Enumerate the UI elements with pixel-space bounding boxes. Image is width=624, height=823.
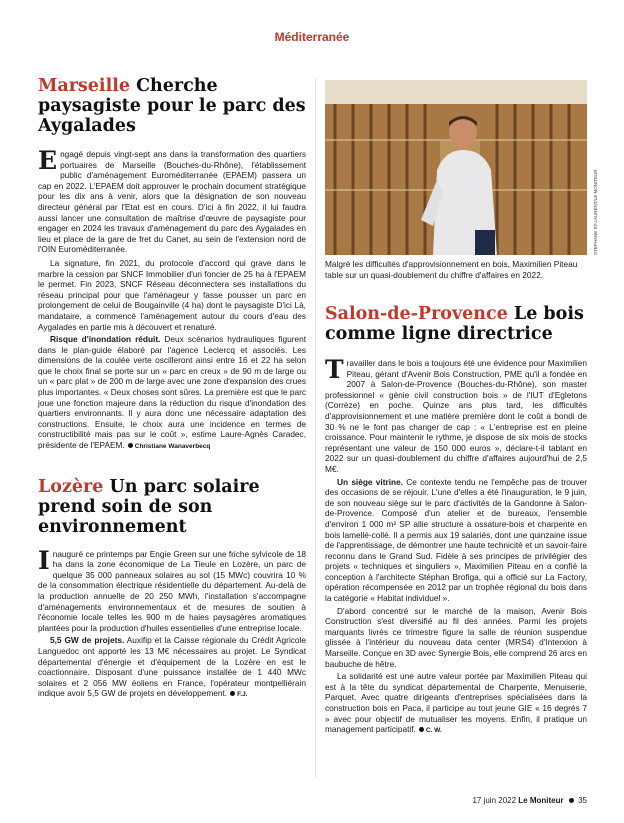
paragraph-text: Ce contexte tendu ne l'empêche pas de trouver des occasions de se réjouir. L'une d'elles a été l'inauguration, le 9 juin, de son nouveau siège sur le parc d'activités de la Gandonne à Salon-de-Provence. Composé d'un atelier et de bureaux, l'ensemble d'environ 1 000 m² SP allie structure à ossature-bois et charpente en bois lamellé-collé. Il a permis aux 19 salariés, dont une quinzaine issue de l'apprentissage, de démontrer une haute technicité et un savoir-faire reconnu dans le Grand Sud. Fidèle à ses principes de privilégier des projets « techniques et singuliers », Maximilien Piteau en a confié la conception à l'architecte Stéphan Brofiga, qui a officié sur La Factory, opération récompensée en 2012 par un trophée régional du bois dans la catégorie « Habitat individuel ». (325, 476, 588, 604)
article-paragraph (325, 477, 587, 604)
paragraph-text: ngagé depuis vingt-sept ans dans la transformation des quartiers portuaires de Marseille (Bouches-du-Rhône), l'établissement public d'aménagement Euroméditerranée (EPAEM) passera un cap en 2022. L'EPAEM doit approuver le prochain document stratégique pour les dix ans à venir, alors que la désignation de son nouveau directeur général par l'Etat est en cours. D'ici à fin 2022, il lui faudra aussi lancer une consultation de maîtrise d'œuvre de paysagiste pour engager en 2024 les travaux d'aménagement du parc des Aygalades en lieu et place de la gare de fret du Canet, au sein de l'extension nord de l'OIN Euroméditerranée. (38, 149, 306, 255)
paragraph-text: Auxifip et la Caisse régionale du Crédit Agricole Languedoc ont apporté les 13 M€ nécessaires au projet. Le Syndicat départemental d'énergie et d'équipement de la Lozère en est le coactionnaire. Disposant d'une puissance installée de 1 440 MWc solaires et 2 056 MW éoliens en France, l'opérateur montpelliérain indique avoir 5,5 GW de projets en développement. (38, 635, 307, 699)
article-paragraph (38, 635, 306, 701)
author-signature: Christiane Wanaverbecq (134, 443, 211, 451)
article-headline (38, 76, 306, 136)
article-headline (325, 304, 587, 344)
dropcap: E (38, 146, 58, 175)
article-paragraph: La signature, fin 2021, du protocole d'accord qui grave dans le marbre la cession par SNCF Immobilier d'un foncier de 25 ha à l'EPAEM le permet. Fin 2023, SNCF Réseau déconnectera ses installations du réseau principal pour que l'aménageur y fasse pousser un parc en prolongement de celui de Bougainville (4 ha) dont le paysagiste D'ici Là, mandataire, a commencé l'aménagement autour du cours d'eau des Aygalades en partie mis à découvert et renaturé. (38, 257, 306, 332)
right-column (325, 80, 587, 737)
end-mark-icon (128, 443, 133, 448)
article-salon (325, 304, 587, 737)
article-headline (38, 477, 306, 537)
article-paragraph (325, 671, 587, 737)
article-place: Salon-de-Provence (325, 304, 508, 324)
article-paragraph (38, 545, 306, 634)
photo-credit (593, 80, 601, 255)
page-number: 35 (578, 796, 587, 805)
left-column (38, 76, 306, 701)
article-paragraph (325, 355, 587, 475)
article-title: Le bois comme ligne directrice (325, 304, 584, 344)
end-mark-icon (419, 727, 424, 732)
footer-brand: Le Moniteur (518, 796, 564, 805)
photo-illustration (325, 80, 587, 255)
footer-date: 17 juin 2022 (472, 796, 517, 805)
article-lozere (38, 477, 306, 701)
article-place: Lozère (38, 476, 104, 497)
dropcap: T (325, 355, 344, 384)
article-paragraph: D'abord concentré sur le marché de la maison, Avenir Bois Construction s'est diversifié au fil des années. Parmi les projets marquants livrés ce trimestre figure la salle de réunion suspendue glissée à l'intérieur du nouveau data center (MRS4) d'Interxion à Marseille. Conçue en 3D avec Synergie Bois, elle comprend 26 arcs en baubuche de hêtre. (325, 605, 587, 669)
paragraph-text: ravailler dans le bois a toujours été une évidence pour Maximilien Piteau, gérant d'Avenir Bois Construction, PME qu'il a fondée en 2007 à Salon-de-Provence (Bouches-du-Rhône), son master professionnel « génie civil construction bois » de l'IUT d'Egletons (Corrèze) en poche. Quinze ans plus tard, les difficultés d'approvisionnement et une matière première dont le coût a bondi de 30 % ne le font pas changer de cap : « L'entreprise est en pleine croissance. Pour maintenir le rythme, je dispose de six mois de stocks représentant une valeur de 150 000 euros », déclare-t-il tablant en 2022 sur un quasi-doublement du chiffre d'affaires aujourd'hui de 2,5 M€. (325, 358, 587, 474)
column-divider (315, 78, 316, 778)
paragraph-text: nauguré ce printemps par Engie Green sur une friche sylvicole de 18 ha dans la zone économique de La Tieule en Lozère, un parc de quelque 35 000 panneaux solaires au sol (15 MWc) couvrira 10 % de la consommation électrique résidentielle du département. Au-delà de la production annuelle de 20 250 MWh, l'installation s'accompagne d'aménagements environnementaux et de mesures de soutien à l'économie locale telles les 900 m de haies paysagères aromatiques plantées pour la production d'huiles essentielles d'une entreprise locale. (38, 548, 306, 633)
article-title: Un parc solaire prend soin de son environnement (38, 476, 260, 537)
article-photo-figure (325, 80, 587, 280)
end-mark-icon (230, 691, 235, 696)
article-place: Marseille (38, 76, 130, 96)
subheading: 5,5 GW de projets. (50, 635, 125, 646)
author-signature: F.J. (237, 691, 248, 699)
section-label: Méditerranée (274, 30, 350, 44)
author-signature: C. W. (425, 727, 442, 735)
portrait-photo (325, 80, 587, 255)
page-footer (472, 796, 587, 805)
article-marseille (38, 76, 306, 453)
article-paragraph (38, 146, 306, 255)
paragraph-text: Deux scénarios hydrauliques figurent dans le plan-guide élaboré par l'agence Leclercq et associés. Les dimensions de la coulée verte oscilleront ainsi entre 16 et 22 ha selon que le choix final se porte sur un « parc en creux » de 90 m de large ou un « parc plat » de 200 m de large avec une zone d'expansion des crues plus importantes. « Deux choses sont sûres. La première est que le parc joue une fonction majeure dans la réduction du risque d'inondation des quartiers environnants. Il y aura donc une nécessaire adaptation des constructions. Ensuite, le choix aura une incidence en termes de constructibilité mais pas sur le coût », estime Laure-Agnès Caradec, présidente de l'EPAEM. (38, 334, 306, 451)
photo-credit-text: STEPHANE ST-LAURENT/LE MONITEUR (593, 169, 598, 255)
dropcap: I (38, 545, 50, 575)
paragraph-text: La solidarité est une autre valeur portée par Maximilien Piteau qui est à la tête du syndicat départemental de Charpente, Menuiserie, Parquet. Avec quatre dirigeants d'entreprises spécialisées dans la construction bois en Paca, il participe au tout jeune GIE « 16 degrés 7 » avec pour objectif de mutualiser les moyens. Enfin, il pratique un management participatif. (325, 671, 587, 735)
article-title: Cherche paysagiste pour le parc des Aygalades (38, 76, 306, 136)
subheading: Un siège vitrine. (337, 476, 403, 487)
footer-dot-icon (569, 798, 574, 803)
article-paragraph (38, 334, 306, 453)
subheading: Risque d'inondation réduit. (50, 334, 161, 345)
photo-caption: Malgré les difficultés d'approvisionnement en bois, Maximilien Piteau table sur un quasi-doublement du chiffre d'affaires en 2022. (325, 259, 578, 280)
